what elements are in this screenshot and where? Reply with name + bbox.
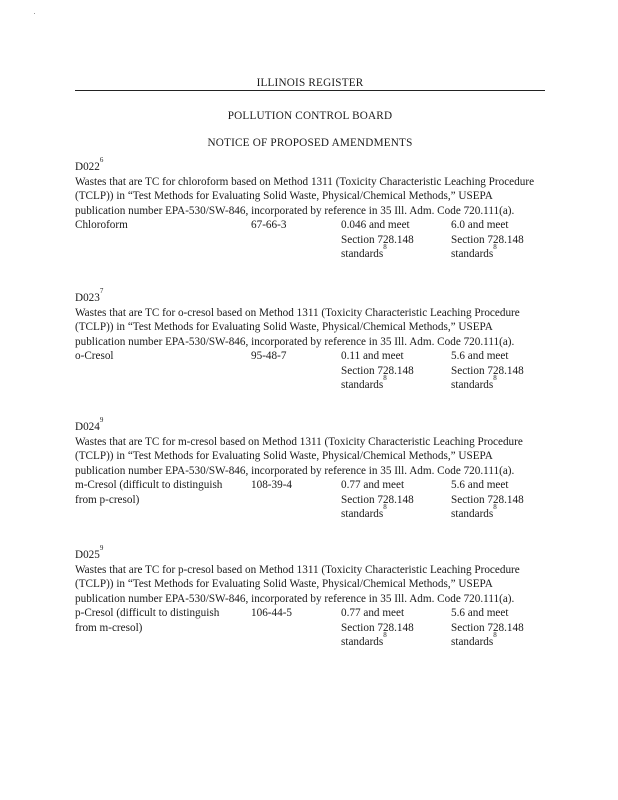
wastewater-standard: 0.77 and meet Section 728.148 standards$^8$ bbox=[341, 479, 414, 520]
waste-entry-d025 bbox=[75, 544, 545, 650]
board-title: POLLUTION CONTROL BOARD bbox=[227, 110, 393, 122]
nonwastewater-standard: 5.6 and meet Section 728.148 standards$^8$ bbox=[451, 607, 524, 648]
wastewater-standard: 0.77 and meet Section 728.148 standards$^8$ bbox=[341, 607, 414, 648]
waste-description: Wastes that are TC for m-cresol based on Method 1311 (Toxicity Characteristic Leaching Procedure (TCLP)) in “Test Methods for Evaluating Solid Waste, Physical/Chemical Methods,” USEPA publication number EPA-530/SW-846, incorporated by reference in 35 Ill. Adm. Code 720.111(a). bbox=[75, 435, 523, 477]
cas-number: 108-39-4 bbox=[251, 479, 293, 491]
waste-description: Wastes that are TC for o-cresol based on Method 1311 (Toxicity Characteristic Leaching Procedure (TCLP)) in “Test Methods for Evaluating Solid Waste, Physical/Chemical Methods,” USEPA publication number EPA-530/SW-846, incorporated by reference in 35 Ill. Adm. Code 720.111(a). bbox=[75, 306, 520, 348]
wastewater-standard: 0.11 and meet Section 728.148 standards$^8$ bbox=[341, 350, 414, 391]
cas-number: 67-66-3 bbox=[251, 219, 287, 231]
constituent-row bbox=[75, 478, 545, 522]
constituent-row bbox=[75, 218, 545, 262]
nonwastewater-standard: 5.6 and meet Section 728.148 standards$^8$ bbox=[451, 350, 524, 391]
waste-code: $D025^9$ bbox=[75, 544, 104, 561]
constituent-name: Chloroform bbox=[75, 219, 128, 231]
notice-title: NOTICE OF PROPOSED AMENDMENTS bbox=[207, 137, 413, 149]
wastewater-standard: 0.046 and meet Section 728.148 standards$^8$ bbox=[341, 219, 414, 260]
constituent-name: m-Cresol (difficult to distinguish from p-cresol) bbox=[75, 479, 223, 506]
nonwastewater-standard: 6.0 and meet Section 728.148 standards$^8$ bbox=[451, 219, 524, 260]
constituent-name: p-Cresol (difficult to distinguish from m-cresol) bbox=[75, 607, 220, 634]
register-title: ILLINOIS REGISTER bbox=[256, 77, 364, 89]
cas-number: 106-44-5 bbox=[251, 607, 293, 619]
waste-entry-d024 bbox=[75, 416, 545, 522]
constituent-row bbox=[75, 606, 545, 650]
waste-code: $D024^9$ bbox=[75, 416, 104, 433]
constituent-row bbox=[75, 349, 545, 393]
scan-speck bbox=[34, 13, 35, 14]
waste-entry-d022 bbox=[75, 156, 545, 262]
waste-code: $D022^6$ bbox=[75, 156, 104, 173]
nonwastewater-standard: 5.6 and meet Section 728.148 standards$^8$ bbox=[451, 479, 524, 520]
waste-entry-d023 bbox=[75, 287, 545, 393]
waste-description: Wastes that are TC for chloroform based on Method 1311 (Toxicity Characteristic Leaching Procedure (TCLP)) in “Test Methods for Evaluating Solid Waste, Physical/Chemical Methods,” USEPA publication number EPA-530/SW-846, incorporated by reference in 35 Ill. Adm. Code 720.111(a). bbox=[75, 175, 535, 217]
waste-description: Wastes that are TC for p-cresol based on Method 1311 (Toxicity Characteristic Leaching Procedure (TCLP)) in “Test Methods for Evaluating Solid Waste, Physical/Chemical Methods,” USEPA publication number EPA-530/SW-846, incorporated by reference in 35 Ill. Adm. Code 720.111(a). bbox=[75, 563, 520, 605]
constituent-name: o-Cresol bbox=[75, 350, 114, 362]
header-rule bbox=[75, 90, 545, 91]
waste-code: $D023^7$ bbox=[75, 287, 104, 304]
cas-number: 95-48-7 bbox=[251, 350, 287, 362]
